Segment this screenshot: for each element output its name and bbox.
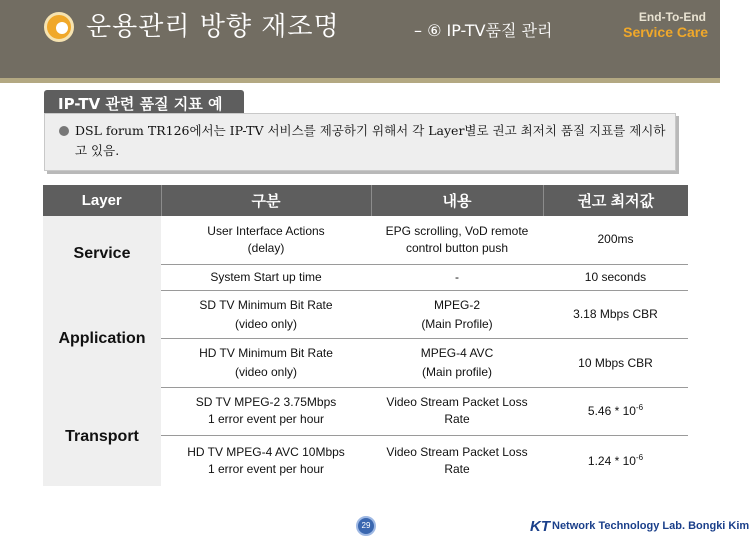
layer-service: Service — [43, 216, 161, 291]
row-category — [161, 387, 371, 435]
value-exponent: -6 — [635, 402, 644, 412]
cell-text: EPG scrolling, VoD remote control button push — [385, 223, 529, 255]
row-content — [371, 339, 543, 387]
value-base: 5.46 * 10 — [587, 403, 636, 418]
row-content — [371, 291, 543, 339]
row-content: - — [371, 264, 543, 290]
slide-header — [0, 0, 720, 78]
slide-title: 운용관리 방향 재조명 — [86, 12, 340, 42]
cell-text: Video Stream Packet Loss Rate — [386, 445, 528, 477]
cell-text: Video Stream Packet Loss Rate — [386, 395, 528, 427]
cell-text: SD TV MPEG-2 3.75Mbps 1 error event per hour — [195, 395, 337, 427]
section-title: IP-TV 관련 품질 지표 예 — [44, 90, 244, 114]
row-value: 10 seconds — [543, 264, 688, 290]
bullet-dot-icon — [59, 126, 69, 136]
row-value — [543, 387, 688, 435]
row-category — [161, 291, 371, 339]
footer-credit: Network Technology Lab. Bongki Kim — [552, 520, 749, 532]
table-row — [43, 216, 688, 264]
value-base: 1.24 * 10 — [587, 453, 636, 468]
table-row — [43, 291, 688, 339]
cell-text: HD TV MPEG-4 AVC 10Mbps 1 error event per hour — [187, 445, 345, 477]
cell-text: HD TV Minimum Bit Rate (video only) — [199, 346, 333, 380]
cell-text: MPEG-4 AVC (Main profile) — [420, 346, 494, 380]
table-header-row — [43, 185, 688, 216]
row-content — [371, 387, 543, 435]
row-category — [161, 216, 371, 264]
header-layer: Layer — [43, 185, 161, 216]
row-value: 200ms — [543, 216, 688, 264]
table-row — [43, 387, 688, 435]
brand-line-2: Service Care — [623, 24, 708, 40]
row-content — [371, 216, 543, 264]
kt-logo: KT — [530, 518, 550, 535]
row-value — [543, 436, 688, 486]
cell-text: MPEG-2 (Main Profile) — [421, 297, 493, 331]
bullet-text: DSL forum TR126에서는 IP-TV 서비스를 제공하기 위해서 각 Layer별로 권고 최저치 품질 지표를 제시하고 있음. — [75, 123, 666, 158]
bullet-circle-icon — [44, 12, 74, 42]
row-category — [161, 436, 371, 486]
brand-line-1: End-To-End — [638, 10, 706, 24]
page-number: 29 — [356, 516, 376, 536]
layer-transport: Transport — [43, 387, 161, 486]
quality-table — [43, 185, 688, 486]
row-category: System Start up time — [161, 264, 371, 290]
cell-text: User Interface Actions (delay) — [207, 223, 325, 255]
layer-application: Application — [43, 291, 161, 388]
header-value: 권고 최저값 — [543, 185, 688, 216]
slide-subtitle: – ⑥ IP-TV품질 관리 — [414, 21, 553, 40]
row-content — [371, 436, 543, 486]
row-category — [161, 339, 371, 387]
bullet-box — [44, 113, 676, 171]
row-value: 10 Mbps CBR — [543, 339, 688, 387]
header-category: 구분 — [161, 185, 371, 216]
cell-text: SD TV Minimum Bit Rate (video only) — [199, 297, 333, 331]
header-content: 내용 — [371, 185, 543, 216]
header-accent-bar — [0, 78, 720, 83]
row-value: 3.18 Mbps CBR — [543, 291, 688, 339]
value-exponent: -6 — [635, 452, 644, 462]
